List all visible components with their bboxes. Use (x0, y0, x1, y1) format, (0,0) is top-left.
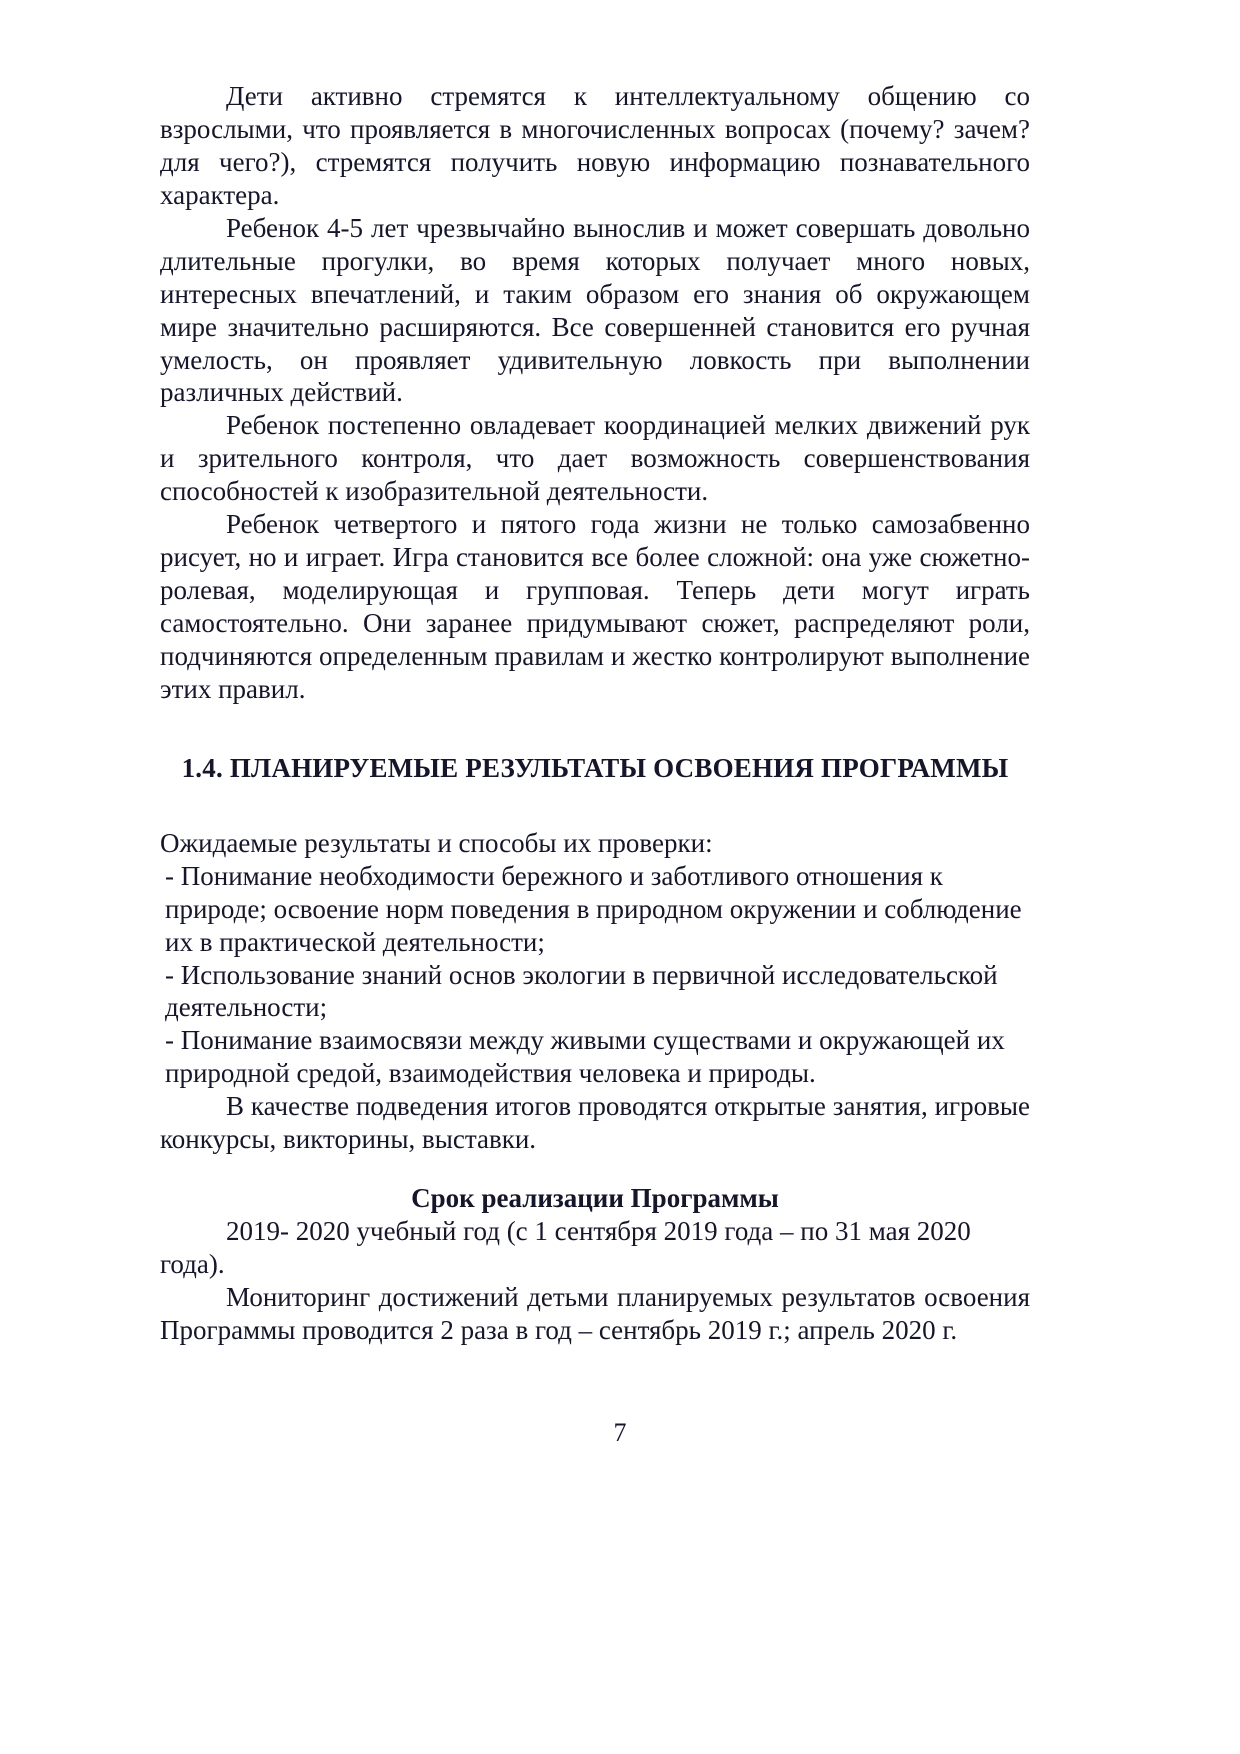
expected-results-intro: Ожидаемые результаты и способы их проверки: (160, 827, 713, 858)
summary-paragraph: В качестве подведения итогов проводятся открытые занятия, игровые конкурсы, викторины, выставки. (160, 1091, 1030, 1155)
list-item: - Понимание взаимосвязи между живыми существами и окружающей их природной средой, взаимодействия человека и природы. (165, 1025, 1005, 1089)
body-paragraph: Ребенок четвертого и пятого года жизни не только самозабвенно рисует, но и играет. Игра становится все более сложной: она уже сюжетно-ролевая, моделирующая и групповая. Теперь дети могут играть самостоятельно. Они заранее придумывают сюжет, распределяют роли, подчиняются определенным правилам и жестко контролируют выполнение этих правил. (160, 509, 1030, 704)
list-item: - Использование знаний основ экологии в первичной исследовательской деятельности; (165, 959, 998, 1023)
term-heading: Срок реализации Программы (411, 1183, 779, 1214)
term-paragraph: Мониторинг достижений детьми планируемых результатов освоения Программы проводится 2 раза в год – сентябрь 2019 г.; апрель 2020 г. (160, 1281, 1030, 1345)
body-paragraph: Дети активно стремятся к интеллектуальному общению со взрослыми, что проявляется в многочисленных вопросах (почему? зачем? для чего?), стремятся получить новую информацию познавательного характера. (160, 81, 1030, 210)
section-heading: 1.4. ПЛАНИРУЕМЫЕ РЕЗУЛЬТАТЫ ОСВОЕНИЯ ПРОГРАММЫ (181, 752, 1009, 783)
list-item: - Понимание необходимости бережного и заботливого отношения к природе; освоение норм поведения в природном окружении и соблюдение их в практической деятельности; (165, 860, 1022, 957)
page-number: 7 (613, 1418, 627, 1447)
term-paragraph: 2019- 2020 учебный год (с 1 сентября 2019 года – по 31 мая 2020 года). (160, 1216, 971, 1279)
body-paragraph: Ребенок постепенно овладевает координацией мелких движений рук и зрительного контроля, что дает возможность совершенствования способностей к изобразительной деятельности. (160, 410, 1030, 507)
body-paragraph: Ребенок 4-5 лет чрезвычайно вынослив и может совершать довольно длительные прогулки, во время которых получает много новых, интересных впечатлений, и таким образом его знания об окружающем мире значительно расширяются. Все совершенней становится его ручная умелость, он проявляет удивительную ловкость при выполнении различных действий. (160, 212, 1030, 408)
page-content (160, 80, 1030, 1347)
